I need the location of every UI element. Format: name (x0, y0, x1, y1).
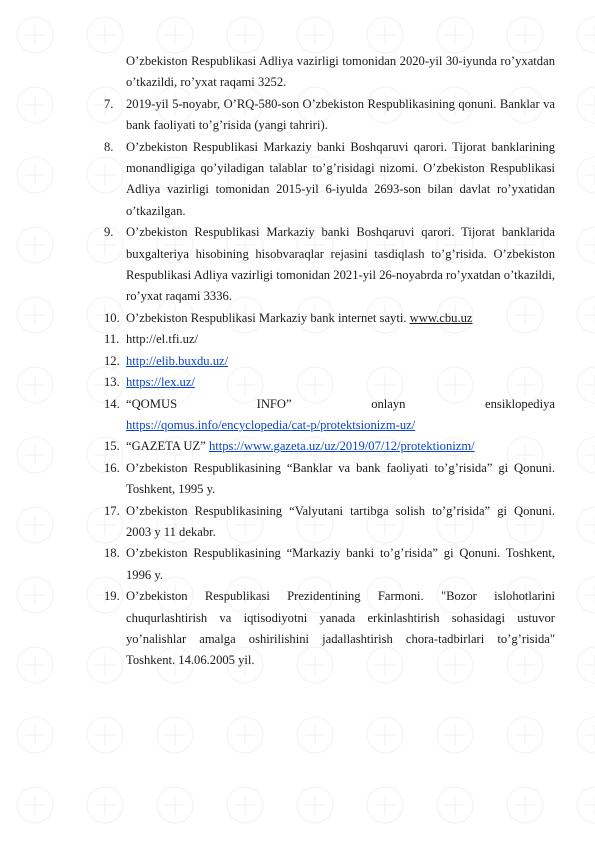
reference-link[interactable]: www.cbu.uz (409, 310, 473, 325)
reference-item (104, 137, 555, 223)
reference-text: O’zbekiston Respublikasi Prezidentining Farmoni. "Bozor islohotlarini chuqurlashtirish va iqtisodiyotni yanada erkinlashtirish sohasidagi ustuvor yo’nalishlar amalga oshirilishini jadallashtirish chora-tadbirlari to’g’risida" Toshkent. 14.06.2005 yil. (126, 589, 555, 668)
reference-item (104, 51, 555, 94)
reference-number: 10. (104, 310, 120, 325)
reference-link[interactable]: https://qomus.info/encyclopedia/cat-p/protektsionizm-uz/ (126, 417, 416, 432)
reference-item (104, 394, 555, 437)
reference-text: O’zbekiston Respublikasi Adliya vazirligi tomonidan 2020-yil 30-iyunda ro’yxatdan o’tkazildi, ro’yxat raqami 3252. (126, 54, 555, 90)
reference-number: 7. (104, 96, 114, 111)
reference-word: “QOMUS (126, 396, 178, 411)
reference-number: 17. (104, 503, 120, 518)
reference-item (104, 222, 555, 308)
reference-text: http://el.tfi.uz/ (126, 332, 199, 347)
reference-text: 2019-yil 5-noyabr, O’RQ-580-son O’zbekiston Respublikasining qonuni. Banklar va bank faoliyati to’g’risida (yangi tahriri). (126, 96, 555, 133)
reference-text: O’zbekiston Respublikasi Markaziy banki Boshqaruvi qarori. Tijorat banklarining monandligiga qo’yiladigan talablar to’g’risidagi nizomi. O’zbekiston Respublikasi Adliya vazirligi tomonidan 2015-yil 6-iyulda 2693-son bilan davlat ro’yxatidan o’tkazilgan. (126, 139, 555, 218)
reference-text: O’zbekiston Respublikasi Markaziy banki Boshqaruvi qarori. Tijorat banklarida buxgalteriya hisobining hisobvaraqlar rejasini tasdiqlash to’g’risida. O’zbekiston Respublikasi Adliya vazirligi tomonidan 2021-yil 26-noyabrda ro’yxatdan o’tkazildi, ro’yxat raqami 3336. (126, 225, 555, 304)
reference-item (104, 436, 555, 457)
reference-word: INFO” (256, 396, 292, 411)
reference-number: 16. (104, 460, 120, 475)
reference-item (104, 94, 555, 137)
reference-text: “GAZETA UZ” (126, 439, 209, 454)
reference-item (104, 458, 555, 501)
reference-item (104, 372, 555, 393)
reference-word: ensiklopediya (485, 396, 555, 411)
reference-item (104, 586, 555, 672)
reference-link[interactable]: https://lex.uz/ (126, 375, 195, 390)
reference-text: O’zbekiston Respublikasi Markaziy bank internet sayti. (126, 310, 410, 325)
reference-word: onlayn (371, 396, 406, 411)
reference-item (104, 351, 555, 372)
reference-item (104, 543, 555, 586)
reference-item (104, 308, 555, 329)
reference-number: 18. (104, 546, 120, 561)
reference-item (104, 329, 555, 350)
reference-number: 8. (104, 139, 114, 154)
reference-list (104, 51, 555, 672)
reference-text: O’zbekiston Respublikasining “Valyutani tartibga solish to’g’risida” gi Qonuni. 2003 y 11 dekabr. (126, 503, 555, 539)
reference-number: 12. (104, 353, 120, 368)
reference-link[interactable]: https://www.gazeta.uz/uz/2019/07/12/protektionizm/ (208, 439, 475, 454)
reference-link[interactable]: http://elib.buxdu.uz/ (126, 353, 229, 368)
reference-number: 9. (104, 225, 114, 240)
reference-title-line (126, 394, 555, 415)
reference-text: O’zbekiston Respublikasining “Banklar va bank faoliyati to’g’risida” gi Qonuni. Toshkent, 1995 y. (126, 460, 555, 497)
reference-number: 19. (104, 589, 120, 604)
reference-number: 13. (104, 375, 120, 390)
reference-number: 11. (104, 332, 120, 347)
reference-number: 15. (104, 439, 120, 454)
reference-number: 14. (104, 396, 120, 411)
reference-text: O’zbekiston Respublikasining “Markaziy banki to’g’risida” gi Qonuni. Toshkent, 1996 y. (126, 546, 555, 582)
reference-item (104, 501, 555, 544)
